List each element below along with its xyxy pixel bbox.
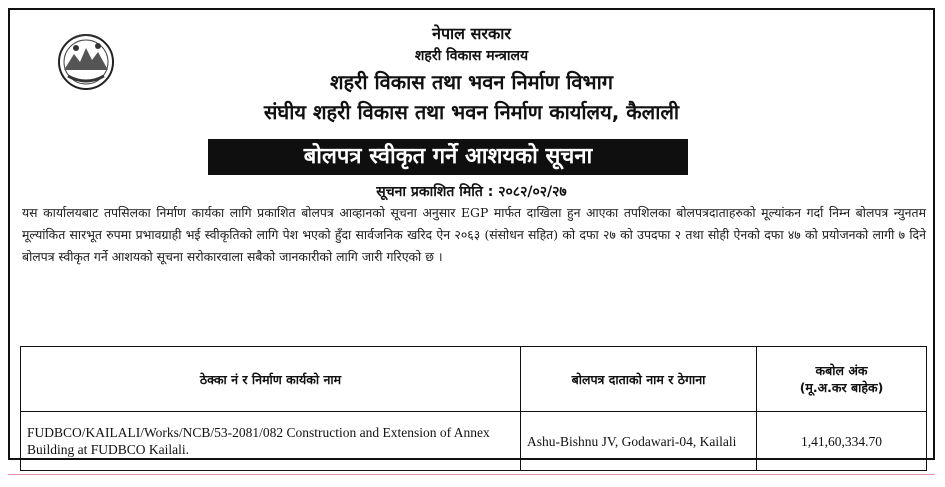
header-ministry: शहरी विकास मन्त्रालय [414,48,529,64]
publish-date-label: सूचना प्रकाशित मिति [376,184,483,200]
contract-cell: FUDBCO/KAILALI/Works/NCB/53-2081/082 Construction and Extension of Annex Building at FUDBCO Kailali. [21,412,521,471]
publish-date-line [10,182,933,201]
table-row [21,412,927,471]
header-amount-line1: कबोल अंक [815,363,868,378]
divider-line [8,474,935,475]
header-department: शहरी विकास तथा भवन निर्माण विभाग [329,70,614,94]
header-government: नेपाल सरकार [432,24,511,43]
table-header-row [21,347,927,412]
header-amount-line2: (मू.अ.कर बाहेक) [799,380,884,395]
bidder-cell: Ashu-Bishnu JV, Godawari-04, Kailali [521,412,757,471]
publish-date-value: : २०८२/०२/२७ [487,184,567,200]
notice-title: बोलपत्र स्वीकृत गर्ने आशयको सूचना [208,139,688,175]
notice-box [8,8,935,460]
award-table [20,346,927,471]
notice-body-text: यस कार्यालयबाट तपसिलका निर्माण कार्यका लागि प्रकाशित बोलपत्र आव्हानको सूचना अनुसार EGP मार्फत दाखिला हुन आएका तपशिलका बोलपत्रदाताहरुको मूल्यांकन गर्दा निम्न बोलपत्र न्युनतम मूल्यांकित सारभूत रुपमा प्रभावग्राही भई स्वीकृतिको लागि पेश भएको हुँदा सार्वजनिक खरिद ऐन २०६३ (संसोधन सहित) को दफा २७ को उपदफा २ तथा सोही ऐनको दफा ४७ को प्रयोजनको लागी ७ दिने बोलपत्र स्वीकृत गर्ने आशयको सूचना सरोकारवाला सबैको जानकारीको लागि जारी गरिएको छ । [22,205,926,264]
header-contract: ठेक्का नं र निर्माण कार्यको नाम [21,347,521,412]
header-amount [757,347,927,412]
header-office: संघीय शहरी विकास तथा भवन निर्माण कार्यालय, कैलाली [263,100,680,124]
amount-cell: 1,41,60,334.70 [757,412,927,471]
header-bidder: बोलपत्र दाताको नाम र ठेगाना [521,347,757,412]
